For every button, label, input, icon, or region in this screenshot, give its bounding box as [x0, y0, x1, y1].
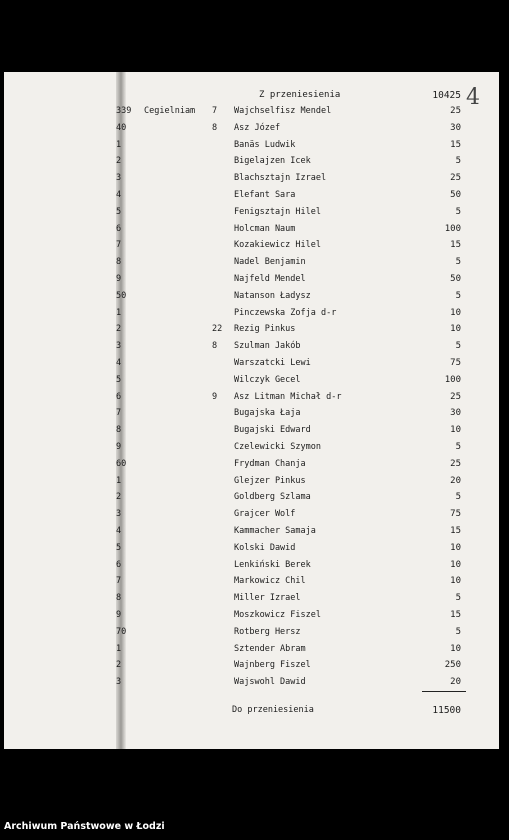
amount: 5 [455, 206, 461, 217]
amount: 75 [450, 509, 461, 520]
row-number: 3 [116, 341, 122, 352]
taxpayer-name: Lenkiński Berek [234, 559, 311, 570]
row-number: 8 [116, 593, 122, 604]
house-number: 8 [212, 122, 218, 133]
table-row [4, 576, 499, 592]
table-row [4, 156, 499, 172]
taxpayer-name: Moszkowicz Fiszel [234, 610, 321, 620]
row-number: 4 [116, 358, 122, 368]
taxpayer-name: Wajchselfisz Mendel [234, 106, 332, 116]
table-row [4, 644, 499, 660]
table-row [4, 240, 499, 256]
table-row [4, 543, 499, 559]
row-number: 7 [116, 576, 122, 587]
sum-underline [422, 691, 466, 692]
row-number: 9 [116, 442, 122, 452]
taxpayer-name: Goldberg Szlama [234, 492, 311, 503]
table-row [4, 291, 499, 307]
row-number: 339 [116, 106, 132, 116]
amount: 10 [450, 324, 461, 335]
taxpayer-name: Rezig Pinkus [234, 324, 296, 335]
row-number: 50 [116, 290, 127, 301]
table-row [4, 610, 499, 626]
amount: 20 [450, 677, 461, 688]
carried-forward-label: Z przeniesienia [259, 90, 341, 100]
row-number: 1 [116, 643, 122, 654]
amount: 15 [450, 240, 461, 251]
taxpayer-name: Miller Izrael [234, 593, 301, 604]
row-number: 4 [116, 190, 122, 200]
taxpayer-name: Fenigsztajn Hilel [234, 206, 321, 217]
row-number: 8 [116, 257, 122, 268]
row-number: 6 [116, 391, 122, 402]
taxpayer-name: Bigelajzen Icek [234, 156, 311, 167]
table-row [4, 560, 499, 576]
house-number: 7 [212, 106, 218, 116]
taxpayer-name: Banäs Ludwik [234, 139, 296, 150]
house-number: 9 [212, 391, 218, 402]
table-row [4, 408, 499, 424]
row-number: 3 [116, 509, 122, 520]
amount: 30 [450, 408, 461, 419]
amount: 10 [450, 559, 461, 570]
row-number: 8 [116, 425, 122, 436]
amount: 10 [450, 542, 461, 553]
street-name: Cegielniam [144, 106, 196, 116]
table-row [4, 341, 499, 357]
pencil-page-number: 4 [466, 85, 480, 110]
amount: 15 [450, 139, 461, 150]
amount: 25 [450, 106, 461, 116]
table-row [4, 627, 499, 643]
row-number: 3 [116, 173, 122, 184]
carry-over-label: Do przeniesienia [232, 705, 314, 715]
table-row [4, 106, 499, 122]
amount: 10 [450, 643, 461, 654]
table-row [4, 526, 499, 542]
amount: 30 [450, 122, 461, 133]
taxpayer-name: Holcman Naum [234, 223, 296, 234]
table-row [4, 308, 499, 324]
amount: 5 [455, 626, 461, 637]
taxpayer-name: Natanson Ładysz [234, 290, 311, 301]
table-row [4, 274, 499, 290]
amount: 10 [450, 425, 461, 436]
table-row [4, 324, 499, 340]
archive-watermark: Archiwum Państwowe w Łodzi [4, 821, 165, 832]
row-number: 5 [116, 542, 122, 553]
taxpayer-name: Kammacher Samaja [234, 526, 316, 536]
house-number: 8 [212, 341, 218, 352]
taxpayer-name: Glejzer Pinkus [234, 475, 306, 486]
taxpayer-name: Rotberg Hersz [234, 626, 301, 637]
amount: 20 [450, 475, 461, 486]
taxpayer-name: Blachsztajn Izrael [234, 173, 327, 184]
row-number: 2 [116, 660, 122, 671]
taxpayer-name: Sztender Abram [234, 643, 306, 654]
taxpayer-name: Asz Józef [234, 122, 281, 133]
row-number: 2 [116, 324, 122, 335]
table-row [4, 224, 499, 240]
taxpayer-name: Kozakiewicz Hilel [234, 240, 321, 251]
table-row [4, 392, 499, 408]
taxpayer-name: Nadel Benjamin [234, 257, 306, 268]
taxpayer-name: Bugajska Łaja [234, 408, 301, 419]
amount: 10 [450, 576, 461, 587]
table-row [4, 173, 499, 189]
table-row [4, 375, 499, 391]
taxpayer-name: Warszatcki Lewi [234, 358, 311, 368]
amount: 5 [455, 257, 461, 268]
taxpayer-name: Wilczyk Gecel [234, 374, 301, 385]
row-number: 1 [116, 139, 122, 150]
amount: 5 [455, 290, 461, 301]
row-number: 3 [116, 677, 122, 688]
table-row [4, 660, 499, 676]
amount: 15 [450, 526, 461, 536]
taxpayer-name: Najfeld Mendel [234, 274, 306, 284]
amount: 5 [455, 593, 461, 604]
amount: 10 [450, 307, 461, 318]
carried-forward-amount: 10425 [432, 90, 461, 101]
row-number: 9 [116, 274, 122, 284]
table-row [4, 358, 499, 374]
amount: 50 [450, 190, 461, 200]
row-number: 2 [116, 156, 122, 167]
table-row [4, 492, 499, 508]
amount: 100 [444, 223, 461, 234]
taxpayer-name: Wajswohl Dawid [234, 677, 306, 688]
table-row [4, 476, 499, 492]
table-row [4, 123, 499, 139]
taxpayer-name: Frydman Chanja [234, 458, 306, 469]
table-row [4, 459, 499, 475]
row-number: 4 [116, 526, 122, 536]
table-row [4, 190, 499, 206]
row-number: 70 [116, 626, 127, 637]
amount: 25 [450, 458, 461, 469]
amount: 5 [455, 492, 461, 503]
amount: 75 [450, 358, 461, 368]
table-row [4, 257, 499, 273]
table-row [4, 509, 499, 525]
row-number: 6 [116, 223, 122, 234]
carry-over-amount: 11500 [432, 705, 461, 716]
row-number: 9 [116, 610, 122, 620]
row-number: 1 [116, 307, 122, 318]
taxpayer-name: Bugajski Edward [234, 425, 311, 436]
taxpayer-name: Markowicz Chil [234, 576, 306, 587]
row-number: 2 [116, 492, 122, 503]
house-number: 22 [212, 324, 223, 335]
row-number: 1 [116, 475, 122, 486]
row-number: 40 [116, 122, 127, 133]
amount: 250 [444, 660, 461, 671]
amount: 50 [450, 274, 461, 284]
amount: 25 [450, 173, 461, 184]
row-number: 5 [116, 206, 122, 217]
taxpayer-name: Szulman Jakób [234, 341, 301, 352]
row-number: 60 [116, 458, 127, 469]
table-row [4, 140, 499, 156]
taxpayer-name: Czelewicki Szymon [234, 442, 321, 452]
taxpayer-name: Elefant Sara [234, 190, 296, 200]
taxpayer-name: Grajcer Wolf [234, 509, 296, 520]
taxpayer-name: Pinczewska Zofja d-r [234, 307, 337, 318]
table-row [4, 593, 499, 609]
table-row [4, 425, 499, 441]
taxpayer-name: Asz Litman Michał d-r [234, 391, 342, 402]
amount: 25 [450, 391, 461, 402]
taxpayer-name: Kolski Dawid [234, 542, 296, 553]
table-row [4, 207, 499, 223]
ledger-page [4, 72, 499, 749]
row-number: 7 [116, 408, 122, 419]
amount: 100 [444, 374, 461, 385]
table-row [4, 442, 499, 458]
amount: 5 [455, 341, 461, 352]
amount: 15 [450, 610, 461, 620]
taxpayer-name: Wajnberg Fiszel [234, 660, 311, 671]
row-number: 7 [116, 240, 122, 251]
amount: 5 [455, 442, 461, 452]
row-number: 6 [116, 559, 122, 570]
row-number: 5 [116, 374, 122, 385]
amount: 5 [455, 156, 461, 167]
